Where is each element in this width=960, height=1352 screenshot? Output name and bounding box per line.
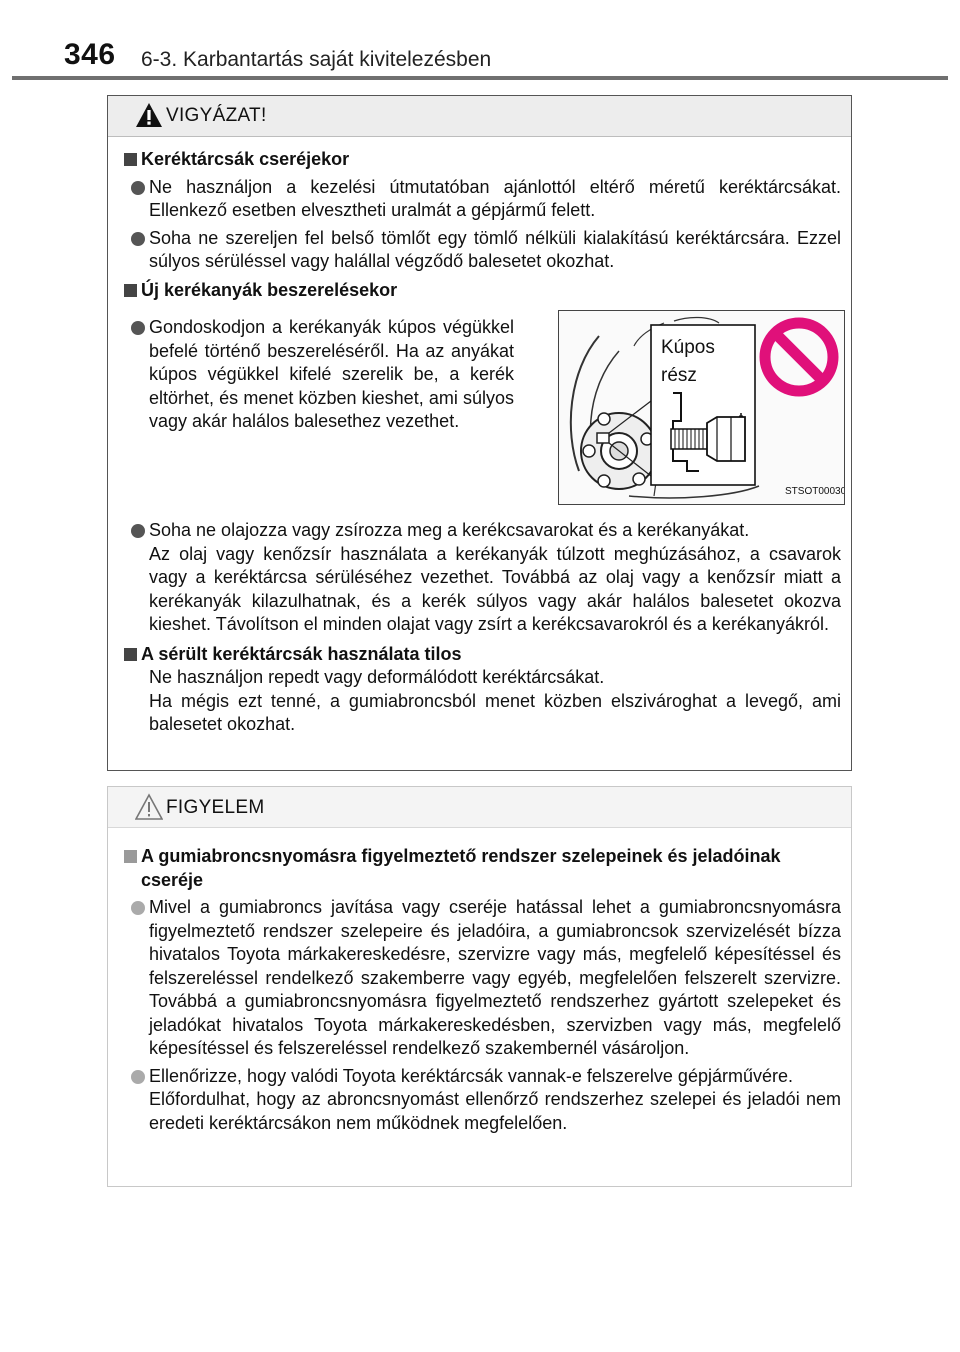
notice-header [108,787,851,828]
notice-content [124,845,841,1135]
circle-bullet-icon [131,524,145,538]
circle-bullet-icon [131,901,145,915]
page-header [0,0,960,80]
caution-header [108,96,851,137]
circle-bullet-icon [131,1070,145,1084]
wheel-hub-drawing [559,311,844,504]
list-item: Soha ne olajozza vagy zsírozza meg a kerékcsavarokat és a kerékanyákat. [124,519,841,543]
list-item: Ne használjon a kezelési útmutatóban ajánlottól eltérő méretű keréktárcsákat. Ellenkező esetben elvesztheti uralmát a gépjármű felett. [124,176,841,223]
list-item: Gondoskodjon a kerékanyák kúpos végükkel befelé történő beszereléséről. Ha az anyákat kúpos végükkel kifelé szerelik be, a kerék eltörhet, és menet közben kieshet, ami súlyos vagy akár halálos balesethez vezethet. [124,316,514,434]
warning-icon [135,102,163,128]
notice-box [107,786,852,1187]
square-bullet-icon [124,153,137,166]
caution-box [107,95,852,771]
figure-code: STSOT00030 [785,486,844,497]
circle-bullet-icon [131,321,145,335]
paragraph: Ha mégis ezt tenné, a gumiabroncsból menet közben elszivároghat a levegő, ami balesetet okozhat. [149,690,841,734]
square-bullet-icon [124,648,137,661]
notice-title: FIGYELEM [166,797,265,818]
circle-bullet-icon [131,232,145,246]
notice-warning-icon [135,793,163,821]
wheel-nut-illustration [558,310,845,505]
figure-label-line2: rész [661,365,697,386]
page-number: 346 [64,38,116,71]
square-bullet-icon [124,284,137,297]
figure-label-line1: Kúpos [661,337,715,358]
section-heading: Keréktárcsák cseréjekor [124,148,841,172]
section-heading: A sérült keréktárcsák használata tilos [124,643,841,667]
paragraph: Az olaj vagy kenőzsír használata a kerékanyák túlzott meghúzásához, a csavarok vagy a keréktárcsa sérüléséhez vezethet. Továbbá az olaj vagy a kenőzsír miatt a kerékanyák kilazulhatnak, és a kerék súlyos vagy akár halálos balesetet okozva kieshet. Távolítson el minden olajat vagy zsírt a kerékcsavarokról és a kerékanyákról. [149,543,841,634]
list-item: Mivel a gumiabroncs javítása vagy cseréje hatással lehet a gumiabroncsnyomásra figyelmeztető rendszer szelepeire és jeladóira, a gumiabroncsok szervizelését bízza hivatalos Toyota márkakereskedésre, szervizre vagy más, megfelelő képesítéssel és felszereléssel rendelkező szakemberre vagy egyéb, megfelelően felszerelt szervizre. Továbbá a gumiabroncsnyomásra figyelmeztető rendszerhez gyártott szelepeket és jeladókat hivatalos Toyota márkakereskedésben, szervizben vagy más, megfelelő képesítéssel és felszereléssel rendelkező szakembernél vásároljon. [124,896,841,1061]
header-divider [12,76,948,80]
paragraph: Ne használjon repedt vagy deformálódott keréktárcsákat. [149,667,605,687]
square-bullet-icon [124,850,137,863]
chapter-title: 6-3. Karbantartás saját kivitelezésben [141,48,492,71]
section-heading: Új kerékanyák beszerelésekor [124,279,841,303]
caution-title: VIGYÁZAT! [166,105,267,126]
paragraph: Előfordulhat, hogy az abroncsnyomást ellenőrző rendszerhez szelepei és jeladói nem eredeti keréktárcsákon nem működnek megfelelően. [149,1089,841,1133]
list-item: Soha ne szereljen fel belső tömlőt egy tömlő nélküli kialakítású keréktárcsára. Ezzel súlyos sérüléssel vagy halállal végződő balesetet okozhat. [124,227,841,274]
caution-content [124,148,844,737]
section-heading: A gumiabroncsnyomásra figyelmeztető rendszer szelepeinek és jeladóinak cseréje [124,845,841,892]
list-item: Ellenőrizze, hogy valódi Toyota keréktárcsák vannak-e felszerelve gépjárművére. [124,1065,841,1089]
nut-install-row [124,316,844,516]
circle-bullet-icon [131,181,145,195]
